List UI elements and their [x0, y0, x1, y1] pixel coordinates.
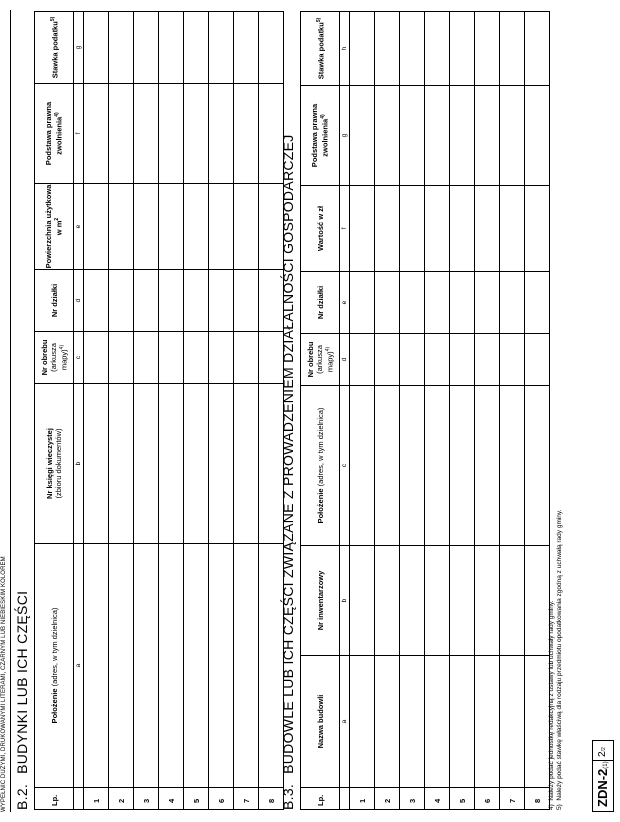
b2-header-dzialka: Nr działki — [35, 270, 74, 332]
top-rule — [10, 10, 11, 812]
b2-letter: g — [74, 12, 84, 84]
table-b2 — [34, 11, 284, 810]
b2-cell-podstawa[interactable] — [134, 84, 159, 184]
b3-header-dzialka: Nr działki — [301, 272, 340, 334]
b3-cell-stawka[interactable] — [475, 12, 500, 86]
b2-cell-stawka[interactable] — [84, 12, 109, 84]
b2-header-obreb-bold: Nr obrebu — [39, 339, 49, 376]
b2-cell-podstawa[interactable] — [159, 84, 184, 184]
b3-cell-stawka[interactable] — [400, 12, 425, 86]
table-row — [425, 12, 450, 810]
table-b2-letter-row — [74, 12, 84, 810]
b3-cell-polozenie[interactable] — [350, 386, 375, 546]
b2-header-powierzchnia-unit-sup: 2 — [54, 217, 61, 221]
b3-cell-polozenie[interactable] — [500, 386, 525, 546]
b2-letter-blank — [74, 788, 84, 810]
b2-cell-obreb[interactable] — [84, 332, 109, 384]
b2-cell-powierzchnia[interactable] — [159, 184, 184, 270]
b2-cell-dzialka[interactable] — [109, 270, 134, 332]
row-number: 1 — [84, 788, 109, 810]
table-row — [500, 12, 525, 810]
footnote — [556, 510, 564, 811]
b2-cell-powierzchnia[interactable] — [84, 184, 109, 270]
b3-letter: h — [340, 12, 350, 86]
b3-cell-dzialka[interactable] — [375, 272, 400, 334]
b3-cell-inwentarz[interactable] — [525, 546, 550, 656]
b2-cell-podstawa[interactable] — [109, 84, 134, 184]
b2-cell-dzialka[interactable] — [184, 270, 209, 332]
b2-cell-podstawa[interactable] — [184, 84, 209, 184]
b2-cell-obreb[interactable] — [109, 332, 134, 384]
b3-header-podstawa-footnote: 4) — [320, 114, 327, 119]
b3-cell-inwentarz[interactable] — [375, 546, 400, 656]
b3-cell-dzialka[interactable] — [525, 272, 550, 334]
b3-cell-podstawa[interactable] — [400, 86, 425, 186]
b2-cell-stawka[interactable] — [184, 12, 209, 84]
b2-header-polozenie — [35, 544, 74, 788]
b3-cell-podstawa[interactable] — [375, 86, 400, 186]
b2-cell-polozenie[interactable] — [209, 544, 234, 788]
b3-header-obreb — [301, 334, 340, 386]
fill-instruction: WYPEŁNIĆ DUŻYMI, DRUKOWANYMI LITERAMI, CZARNYM LUB NIEBIESKIM KOLOREM — [1, 556, 7, 812]
b3-cell-polozenie[interactable] — [450, 386, 475, 546]
b2-letter: c — [74, 332, 84, 384]
b3-header-obreb-sub: (arkusza mapy) — [314, 345, 335, 374]
form-code-divider — [593, 760, 613, 761]
b3-cell-stawka[interactable] — [450, 12, 475, 86]
b2-cell-ksiega[interactable] — [184, 384, 209, 544]
b3-cell-dzialka[interactable] — [500, 272, 525, 334]
row-number: 5 — [450, 788, 475, 810]
b3-cell-obreb[interactable] — [500, 334, 525, 386]
table-b3 — [300, 11, 550, 810]
b3-cell-obreb[interactable] — [475, 334, 500, 386]
table-row — [209, 12, 234, 810]
b2-cell-powierzchnia[interactable] — [209, 184, 234, 270]
b3-cell-obreb[interactable] — [425, 334, 450, 386]
b2-cell-ksiega[interactable] — [134, 384, 159, 544]
b3-cell-polozenie[interactable] — [400, 386, 425, 546]
row-number: 6 — [209, 788, 234, 810]
b2-header-powierzchnia — [35, 184, 74, 270]
b3-cell-wartosc[interactable] — [525, 186, 550, 272]
table-row — [134, 12, 159, 810]
b3-header-wartosc: Wartość w zł — [301, 186, 340, 272]
b2-header-ksiega-sub: (zbioru dokumentów) — [54, 428, 63, 499]
b3-cell-podstawa[interactable] — [475, 86, 500, 186]
section-b2-title-text: BUDYNKI LUB ICH CZĘŚCI — [14, 590, 30, 774]
b2-cell-obreb[interactable] — [134, 332, 159, 384]
table-row — [159, 12, 184, 810]
b2-cell-stawka[interactable] — [134, 12, 159, 84]
b3-cell-obreb[interactable] — [350, 334, 375, 386]
b2-cell-dzialka[interactable] — [84, 270, 109, 332]
section-b3-title-text: BUDOWLE LUB ICH CZĘŚCI ZWIĄZANE Z PROWADZENIEM DZIAŁALNOŚCI GOSPODARCZEJ — [280, 134, 296, 774]
b3-letter: g — [340, 86, 350, 186]
form-code — [593, 761, 616, 807]
b3-header-podstawa — [301, 86, 340, 186]
b2-cell-obreb[interactable] — [159, 332, 184, 384]
b3-cell-stawka[interactable] — [500, 12, 525, 86]
b3-cell-inwentarz[interactable] — [450, 546, 475, 656]
b2-header-podstawa-text: Podstawa prawna zwolnienia — [44, 101, 64, 166]
b3-cell-nazwa[interactable] — [350, 656, 375, 788]
b3-header-obreb-footnote: 4) — [324, 346, 331, 352]
table-row — [475, 12, 500, 810]
row-number: 7 — [500, 788, 525, 810]
b3-cell-dzialka[interactable] — [400, 272, 425, 334]
b2-cell-stawka[interactable] — [109, 12, 134, 84]
b2-header-polozenie-bold: Położenie — [49, 688, 59, 724]
b3-cell-wartosc[interactable] — [375, 186, 400, 272]
b3-cell-dzialka[interactable] — [350, 272, 375, 334]
page-total: /2 — [601, 747, 607, 752]
b2-cell-powierzchnia[interactable] — [109, 184, 134, 270]
row-number: 2 — [109, 788, 134, 810]
b3-cell-inwentarz[interactable] — [425, 546, 450, 656]
b3-cell-obreb[interactable] — [375, 334, 400, 386]
row-number: 3 — [400, 788, 425, 810]
b3-header-polozenie-bold: Położenie — [315, 488, 325, 524]
b3-header-inwentarz: Nr inwentarzowy — [301, 546, 340, 656]
b3-header-polozenie — [301, 386, 340, 546]
b3-letter: a — [340, 656, 350, 788]
b3-cell-nazwa[interactable] — [450, 656, 475, 788]
b3-header-stawka-text: Stawka podatku — [316, 22, 326, 80]
b3-header-polozenie-sub: (adres, w tym dzielnica) — [315, 407, 325, 489]
b3-cell-wartosc[interactable] — [450, 186, 475, 272]
table-row — [109, 12, 134, 810]
b2-cell-ksiega[interactable] — [159, 384, 184, 544]
b3-cell-wartosc[interactable] — [425, 186, 450, 272]
b3-cell-nazwa[interactable] — [375, 656, 400, 788]
b2-cell-dzialka[interactable] — [159, 270, 184, 332]
b2-header-obreb-footnote: 4) — [58, 344, 65, 350]
table-row — [84, 12, 109, 810]
b2-cell-obreb[interactable] — [234, 332, 259, 384]
b3-letter: f — [340, 186, 350, 272]
b3-cell-podstawa[interactable] — [500, 86, 525, 186]
b3-cell-nazwa[interactable] — [475, 656, 500, 788]
b2-cell-podstawa[interactable] — [84, 84, 109, 184]
b2-header-powierzchnia-text: Powierzchnia użytkowa w m — [44, 184, 64, 269]
b3-letter-blank — [340, 788, 350, 810]
b2-letter: b — [74, 384, 84, 544]
b2-cell-stawka[interactable] — [209, 12, 234, 84]
b2-cell-polozenie[interactable] — [109, 544, 134, 788]
b2-cell-polozenie[interactable] — [234, 544, 259, 788]
b3-cell-polozenie[interactable] — [425, 386, 450, 546]
b2-cell-obreb[interactable] — [184, 332, 209, 384]
b2-cell-powierzchnia[interactable] — [184, 184, 209, 270]
page-current: 2 — [597, 751, 608, 757]
row-number: 6 — [475, 788, 500, 810]
b2-header-obreb — [35, 332, 74, 384]
table-b3-header-row — [301, 12, 340, 810]
b2-cell-polozenie[interactable] — [184, 544, 209, 788]
b2-cell-polozenie[interactable] — [159, 544, 184, 788]
b2-cell-ksiega[interactable] — [109, 384, 134, 544]
row-number: 8 — [259, 788, 284, 810]
b2-cell-dzialka[interactable] — [234, 270, 259, 332]
form-code-text: ZDN-2 — [595, 768, 610, 807]
b2-letter: e — [74, 184, 84, 270]
b3-cell-podstawa[interactable] — [525, 86, 550, 186]
b3-cell-polozenie[interactable] — [525, 386, 550, 546]
b3-cell-podstawa[interactable] — [450, 86, 475, 186]
row-number: 5 — [184, 788, 209, 810]
b3-cell-wartosc[interactable] — [475, 186, 500, 272]
b2-cell-powierzchnia[interactable] — [234, 184, 259, 270]
b2-cell-podstawa[interactable] — [234, 84, 259, 184]
b2-cell-stawka[interactable] — [159, 12, 184, 84]
b3-cell-stawka[interactable] — [425, 12, 450, 86]
b2-cell-ksiega[interactable] — [84, 384, 109, 544]
footnote — [548, 601, 556, 810]
b3-cell-inwentarz[interactable] — [475, 546, 500, 656]
b2-letter: a — [74, 544, 84, 788]
b3-letter: b — [340, 546, 350, 656]
b3-cell-nazwa[interactable] — [400, 656, 425, 788]
form-version: (1) — [603, 761, 609, 769]
table-row — [350, 12, 375, 810]
b3-cell-obreb[interactable] — [525, 334, 550, 386]
b2-header-stawka-footnote: 5) — [49, 16, 56, 22]
b2-cell-obreb[interactable] — [209, 332, 234, 384]
b3-cell-stawka[interactable] — [350, 12, 375, 86]
b3-cell-inwentarz[interactable] — [500, 546, 525, 656]
b2-header-ksiega-bold: Nr księgi wieczystej — [45, 428, 54, 499]
b3-header-lp: Lp. — [301, 788, 340, 810]
row-number: 8 — [525, 788, 550, 810]
table-row — [184, 12, 209, 810]
b2-header-ksiega — [35, 384, 74, 544]
row-number: 1 — [350, 788, 375, 810]
b2-header-podstawa — [35, 84, 74, 184]
b3-cell-wartosc[interactable] — [350, 186, 375, 272]
b2-header-obreb-sub: (arkusza mapy) — [48, 343, 69, 372]
b2-letter: d — [74, 270, 84, 332]
b2-letter: f — [74, 84, 84, 184]
b2-header-lp: Lp. — [35, 788, 74, 810]
b3-letter: e — [340, 272, 350, 334]
table-row — [525, 12, 550, 810]
section-b2-number: B.2. — [14, 783, 30, 810]
footnote-text: Należy podać stawkę właściwą dla rodzaju przedmiotu opodatkowania zgodną z uchwałą rady gminy. — [556, 509, 563, 801]
b2-cell-podstawa[interactable] — [209, 84, 234, 184]
table-row — [450, 12, 475, 810]
b2-cell-stawka[interactable] — [259, 12, 284, 84]
table-row — [234, 12, 259, 810]
b3-header-stawka-footnote: 5) — [315, 17, 322, 23]
b3-cell-polozenie[interactable] — [475, 386, 500, 546]
b3-cell-wartosc[interactable] — [500, 186, 525, 272]
b3-cell-nazwa[interactable] — [425, 656, 450, 788]
b3-cell-obreb[interactable] — [450, 334, 475, 386]
row-number: 3 — [134, 788, 159, 810]
footnote-text: Należy podać jednostkę redakcyjną z ustawy lub uchwały rady gminy. — [548, 600, 555, 801]
b3-cell-inwentarz[interactable] — [400, 546, 425, 656]
row-number: 7 — [234, 788, 259, 810]
row-number: 4 — [159, 788, 184, 810]
b2-cell-polozenie[interactable] — [84, 544, 109, 788]
b3-letter: c — [340, 386, 350, 546]
table-row — [375, 12, 400, 810]
table-row — [400, 12, 425, 810]
b3-cell-nazwa[interactable] — [500, 656, 525, 788]
b3-header-obreb-bold: Nr obrebu — [305, 341, 315, 378]
b3-cell-wartosc[interactable] — [400, 186, 425, 272]
b2-cell-polozenie[interactable] — [134, 544, 159, 788]
b2-cell-dzialka[interactable] — [209, 270, 234, 332]
table-b2-header-row — [35, 12, 74, 810]
footnote-number: 5) — [556, 804, 563, 810]
b3-cell-polozenie[interactable] — [375, 386, 400, 546]
b3-cell-podstawa[interactable] — [350, 86, 375, 186]
row-number: 4 — [425, 788, 450, 810]
section-b2-title — [14, 591, 30, 810]
b2-cell-stawka[interactable] — [234, 12, 259, 84]
footnote-number: 4) — [548, 804, 555, 810]
b3-cell-stawka[interactable] — [375, 12, 400, 86]
b3-cell-stawka[interactable] — [525, 12, 550, 86]
b3-letter: d — [340, 334, 350, 386]
b3-header-nazwa: Nazwa budowli — [301, 656, 340, 788]
b2-header-polozenie-sub: (adres, w tym dzielnica) — [49, 607, 59, 689]
section-b3-title — [280, 134, 296, 810]
row-number: 2 — [375, 788, 400, 810]
b2-cell-powierzchnia[interactable] — [134, 184, 159, 270]
b2-cell-ksiega[interactable] — [209, 384, 234, 544]
table-b3-letter-row — [340, 12, 350, 810]
page-number — [593, 747, 614, 757]
b3-header-stawka — [301, 12, 340, 86]
b2-header-stawka-text: Stawka podatku — [50, 21, 60, 79]
section-b3-number: B.3. — [280, 783, 296, 810]
b3-cell-obreb[interactable] — [400, 334, 425, 386]
b2-cell-dzialka[interactable] — [134, 270, 159, 332]
form-code-box — [592, 740, 614, 812]
b3-cell-dzialka[interactable] — [475, 272, 500, 334]
b3-header-podstawa-text: Podstawa prawna zwolnienia — [310, 103, 330, 168]
b3-cell-dzialka[interactable] — [425, 272, 450, 334]
b2-header-podstawa-footnote: 4) — [54, 112, 61, 117]
b3-cell-dzialka[interactable] — [450, 272, 475, 334]
b2-header-stawka — [35, 12, 74, 84]
b3-cell-nazwa[interactable] — [525, 656, 550, 788]
b3-cell-inwentarz[interactable] — [350, 546, 375, 656]
b3-cell-podstawa[interactable] — [425, 86, 450, 186]
b2-cell-ksiega[interactable] — [234, 384, 259, 544]
